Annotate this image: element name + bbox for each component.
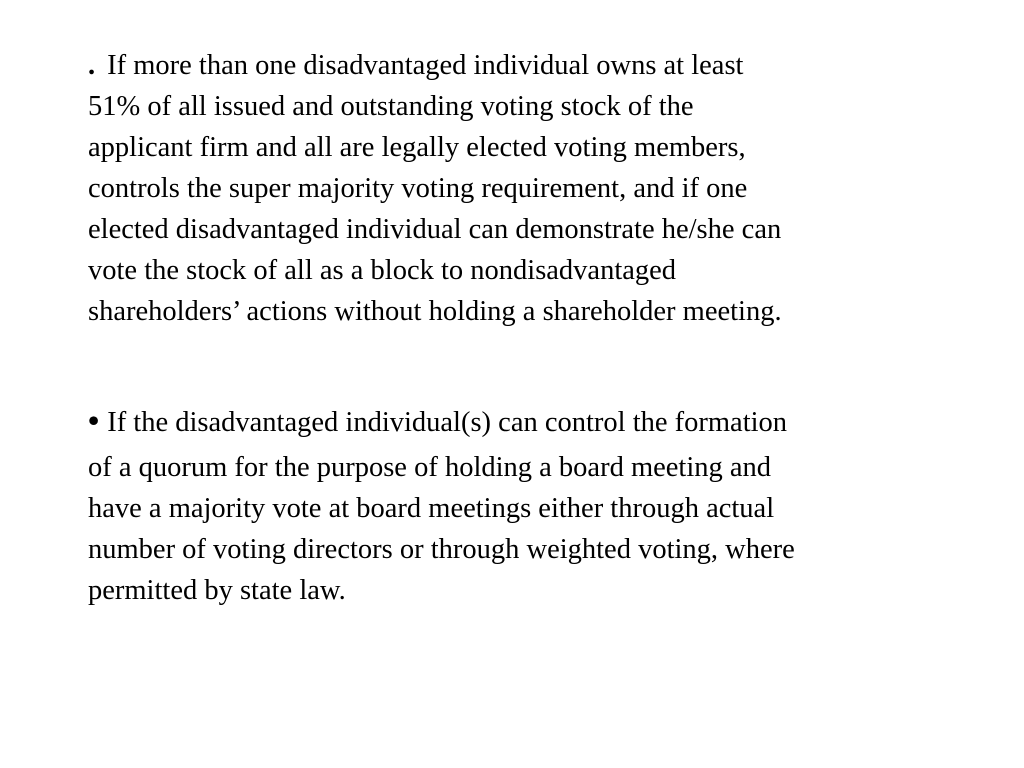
text-line: have a majority vote at board meetings either through actual (88, 493, 775, 524)
text-line: number of voting directors or through weighted voting, where (88, 534, 795, 565)
text-line: controls the super majority voting requirement, and if one (88, 173, 748, 204)
text-line: applicant firm and all are legally elected voting members, (88, 132, 746, 163)
text-line: elected disadvantaged individual can demonstrate he/she can (88, 214, 782, 245)
paragraph-super-majority (88, 45, 948, 332)
text-line: vote the stock of all as a block to nondisadvantaged (88, 255, 677, 286)
text-line: 51% of all issued and outstanding voting stock of the (88, 91, 694, 122)
text-line (88, 45, 948, 86)
text-line: shareholders’ actions without holding a shareholder meeting. (88, 296, 782, 327)
paragraph-quorum (88, 400, 948, 611)
line-text: If the disadvantaged individual(s) can control the formation (107, 407, 788, 438)
text-line: permitted by state law. (88, 575, 346, 606)
bullet-dot-icon: . (88, 50, 96, 81)
bullet-icon: • (88, 402, 100, 438)
text-line (88, 400, 948, 447)
text-line: of a quorum for the purpose of holding a board meeting and (88, 452, 772, 483)
line-text: If more than one disadvantaged individual owns at least (107, 50, 744, 81)
